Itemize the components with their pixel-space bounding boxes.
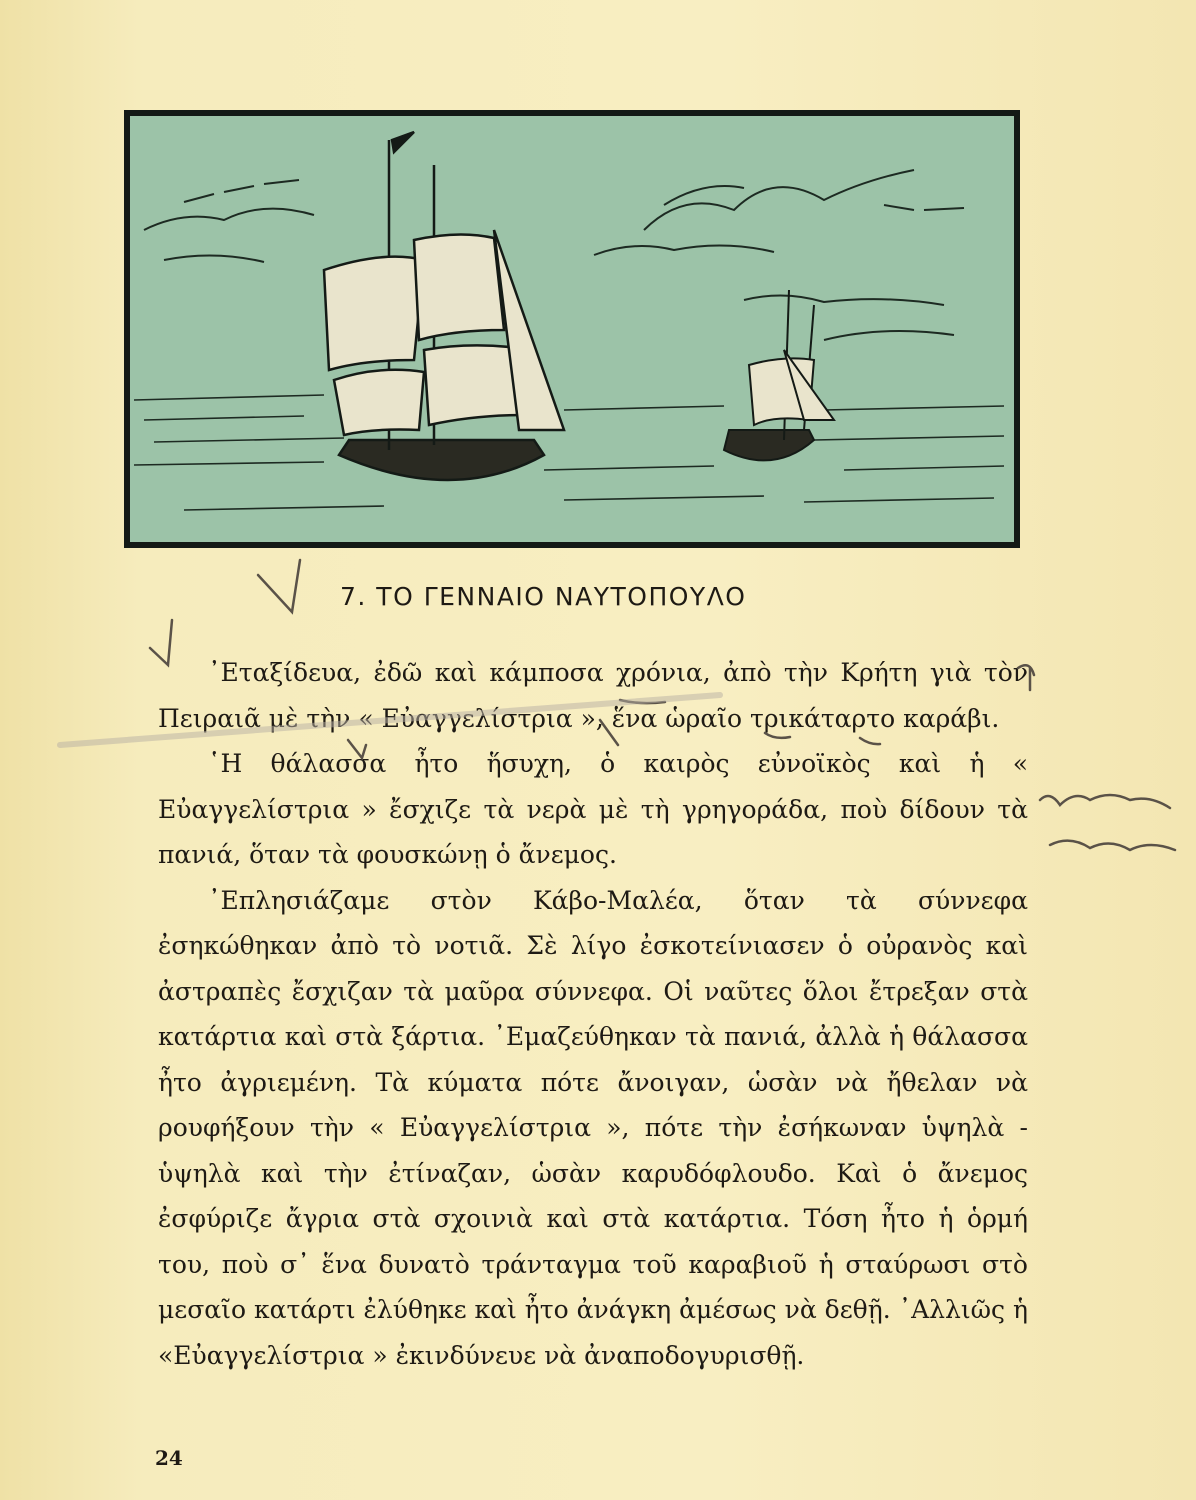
body-text bbox=[158, 650, 1028, 1440]
ships-illustration bbox=[124, 110, 1020, 548]
page-number: 24 bbox=[155, 1446, 183, 1470]
paragraph-2: ῾Η θάλασσα ἦτο ἥσυχη, ὁ καιρὸς εὐνοϊκὸς καὶ ἡ « Εὐαγγελίστρια » ἔσχιζε τὰ νερὰ μὲ τὴ γρηγοράδα, ποὺ δίδουν τὰ πανιά, ὅταν τὰ φουσκώνῃ ὁ ἄνεμος. bbox=[158, 749, 1028, 869]
paragraph-1: ᾿Εταξίδευα, ἐδῶ καὶ κάμποσα χρόνια, ἀπὸ τὴν Κρήτη γιὰ τὸν Πειραιᾶ μὲ τὴν « Εὐαγγελίστρια », ἕνα ὡραῖο τρικάταρτο καράβι. bbox=[158, 658, 1028, 733]
paragraph-3: ᾿Επλησιάζαμε στὸν Κάβο-Μαλέα, ὅταν τὰ σύννεφα ἐσηκώθηκαν ἀπὸ τὸ νοτιᾶ. Σὲ λίγο ἐσκοτείνιασεν ὁ οὐρανὸς καὶ ἀστραπὲς ἔσχιζαν τὰ μαῦρα σύννεφα. Οἱ ναῦτες ὅλοι ἔτρεξαν στὰ κατάρτια καὶ στὰ ξάρτια. ᾿Εμαζεύθηκαν τὰ πανιά, ἀλλὰ ἡ θάλασσα ἦτο ἀγριεμένη. Τὰ κύματα πότε ἄνοιγαν, ὡσὰν νὰ ἤθελαν νὰ ρουφήξουν τὴν « Εὐαγγελίστρια », πότε τὴν ἐσήκωναν ὑψηλὰ - ὑψηλὰ καὶ τὴν ἐτίναζαν, ὡσὰν καρυδόφλουδο. Καὶ ὁ ἄνεμος ἐσφύριζε ἄγρια στὰ σχοινιὰ καὶ στὰ κατάρτια. Τόση ἦτο ἡ ὁρμή του, ποὺ σ᾿ ἕνα δυνατὸ τράνταγμα τοῦ καραβιοῦ ἡ σταύρωσι στὸ μεσαῖο κατάρτι ἐλύθηκε καὶ ἦτο ἀνάγκη ἀμέσως νὰ δεθῇ. ᾿Αλλιῶς ἡ «Εὐαγγελίστρια » ἐκινδύνευε νὰ ἀναποδογυρισθῇ. bbox=[158, 885, 1028, 1370]
chapter-title: 7. ΤΟ ΓΕΝΝΑΙΟ ΝΑΥΤΟΠΟΥΛΟ bbox=[340, 582, 747, 611]
